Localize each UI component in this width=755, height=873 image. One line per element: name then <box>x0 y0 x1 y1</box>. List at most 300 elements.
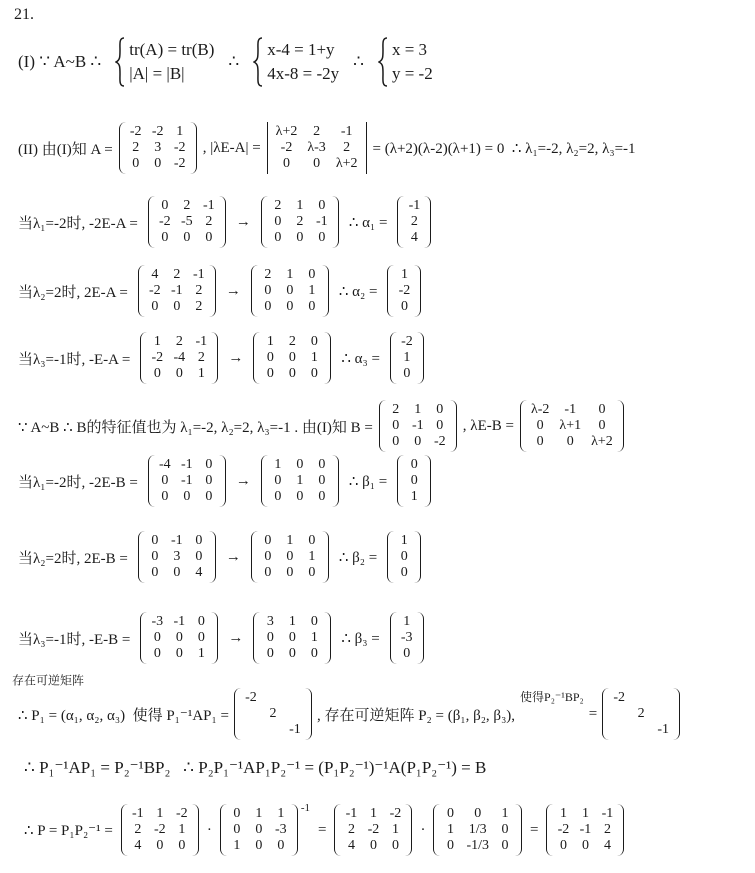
matrix <box>251 265 329 317</box>
matrix-cell: -1 <box>171 283 183 298</box>
right-paren <box>414 531 421 583</box>
right-paren <box>424 455 431 507</box>
equation-rows <box>267 38 339 86</box>
matrix-cell: -1 <box>289 722 301 737</box>
matrix-cell: 2 <box>296 214 304 229</box>
relation-line <box>24 758 486 778</box>
matrix-cell: 3 <box>173 549 181 564</box>
text-run: ∴ β₁ = <box>348 473 388 490</box>
matrix <box>220 804 298 856</box>
matrix-entries <box>386 400 450 452</box>
text-run: (I) ∵ A~B ∴ <box>18 52 102 71</box>
left-paren <box>234 688 241 740</box>
matrix-cell: 0 <box>153 646 161 661</box>
matrix-cell: 0 <box>233 822 241 837</box>
matrix-cell: 2 <box>288 334 296 349</box>
matrix-cell: 3 <box>266 614 274 629</box>
matrix-cell: 0 <box>318 489 326 504</box>
matrix-cell: 1 <box>176 124 184 139</box>
text-run: ∴ α₁ = <box>348 214 388 231</box>
left-paren <box>220 804 227 856</box>
matrix-entries <box>553 804 617 856</box>
matrix-cell: -2 <box>173 156 186 171</box>
matrix-cell: -2 <box>173 140 186 155</box>
matrix-cell: 2 <box>274 198 282 213</box>
left-paren <box>397 455 404 507</box>
matrix-cell: -1 <box>202 198 215 213</box>
matrix-cell: 1 <box>197 366 205 381</box>
matrix-cell: 0 <box>175 630 183 645</box>
matrix-cell: -2 <box>557 822 570 837</box>
matrix-cell: -2 <box>280 140 293 155</box>
matrix-cell: -1 <box>131 806 144 821</box>
matrix-cell: -2 <box>401 334 413 349</box>
matrix-cell: 2 <box>205 214 213 229</box>
matrix-cell: 1 <box>310 630 318 645</box>
lambda1-a-line <box>18 196 431 248</box>
left-paren <box>397 196 404 248</box>
matrix-entries <box>155 455 219 507</box>
matrix-cell: 0 <box>205 473 213 488</box>
matrix-cell: 2 <box>195 283 203 298</box>
matrix-cell: -1 <box>601 806 614 821</box>
matrix-cell: 0 <box>266 646 274 661</box>
matrix-cell: -3 <box>274 822 287 837</box>
matrix-cell: 0 <box>151 533 159 548</box>
left-paren <box>261 196 268 248</box>
matrix-cell: 0 <box>400 549 408 564</box>
right-paren <box>322 531 329 583</box>
matrix-cell: 0 <box>151 299 159 314</box>
matrix-cell: 0 <box>296 457 304 472</box>
left-paren <box>390 612 397 664</box>
matrix-entries <box>147 332 211 384</box>
left-paren <box>253 612 260 664</box>
equation-rows <box>392 38 433 86</box>
matrix-cell: 0 <box>400 565 408 580</box>
matrix-entries <box>145 265 209 317</box>
matrix-cell: -1 <box>171 533 183 548</box>
matrix-cell <box>267 690 279 706</box>
matrix-cell: 0 <box>183 230 191 245</box>
text-run: 21. <box>14 6 34 23</box>
matrix-cell: 1 <box>410 489 418 504</box>
matrix-cell <box>245 722 257 738</box>
text-run: 当λ₃=-1时, -E-B = <box>18 631 131 648</box>
matrix-cell: 0 <box>205 457 213 472</box>
matrix-cell: 0 <box>501 822 509 837</box>
text-run: ∴ <box>228 52 240 71</box>
matrix-cell: 2 <box>197 350 205 365</box>
right-paren <box>332 455 339 507</box>
matrix <box>251 531 329 583</box>
matrix-cell: 0 <box>288 366 296 381</box>
matrix-cell: 0 <box>277 838 285 853</box>
matrix-cell: 0 <box>264 533 272 548</box>
matrix-cell: -4 <box>158 457 171 472</box>
matrix-cell: 0 <box>283 156 291 171</box>
matrix-cell: 0 <box>153 366 161 381</box>
right-paren <box>405 804 412 856</box>
column-vector-entries <box>394 531 414 583</box>
matrix-cell: 0 <box>403 646 411 661</box>
lambda3-a-line <box>18 332 424 384</box>
matrix-cell: λ-2 <box>530 402 550 417</box>
matrix-cell: 0 <box>318 230 326 245</box>
equation: y = -2 <box>391 64 433 83</box>
matrix <box>261 196 339 248</box>
right-paren <box>450 400 457 452</box>
equation: tr(A) = tr(B) <box>129 40 215 59</box>
matrix-cell: 0 <box>154 156 162 171</box>
matrix-cell: 4 <box>347 838 355 853</box>
matrix-cell: 1 <box>581 806 589 821</box>
matrix-cell: 0 <box>446 838 454 853</box>
matrix-cell: 0 <box>156 838 164 853</box>
matrix-cell: 2 <box>392 402 400 417</box>
matrix-cell: 2 <box>183 198 191 213</box>
matrix-cell: -2 <box>367 822 380 837</box>
left-brace-icon <box>378 37 388 87</box>
matrix-cell: 0 <box>173 565 181 580</box>
left-paren <box>251 265 258 317</box>
matrix-cell: -2 <box>153 822 166 837</box>
matrix-cell: 0 <box>161 198 169 213</box>
matrix-cell: 0 <box>266 630 274 645</box>
matrix-cell: 1 <box>501 806 509 821</box>
right-paren <box>424 196 431 248</box>
text-run: · <box>420 821 426 838</box>
matrix-cell: 0 <box>308 565 316 580</box>
p1-p2-line <box>18 688 680 740</box>
matrix-cell: -1 <box>315 214 328 229</box>
matrix-cell: 1 <box>178 822 186 837</box>
right-paren <box>322 265 329 317</box>
matrix-cell: 2 <box>134 822 142 837</box>
left-paren <box>148 196 155 248</box>
left-paren <box>379 400 386 452</box>
left-paren <box>261 455 268 507</box>
matrix-cell: 0 <box>161 230 169 245</box>
left-paren <box>387 531 394 583</box>
matrix-cell: 0 <box>274 489 282 504</box>
matrix-entries <box>155 196 219 248</box>
matrix <box>140 332 218 384</box>
text-run: 当λ₁=-2时, -2E-A = <box>18 215 138 232</box>
matrix-cell: -1 <box>657 722 669 737</box>
lambda3-b-line <box>18 612 424 664</box>
matrix-cell: 0 <box>205 230 213 245</box>
column-vector-entries <box>404 196 424 248</box>
matrix-cell: 0 <box>446 806 454 821</box>
matrix-cell: 0 <box>151 549 159 564</box>
matrix-cell: 0 <box>310 614 318 629</box>
matrix-cell: 1 <box>288 614 296 629</box>
matrix-cell: 1 <box>369 806 377 821</box>
matrix-cell: 2 <box>132 140 140 155</box>
matrix-cell: 0 <box>392 434 400 449</box>
matrix-cell: 0 <box>400 299 408 314</box>
matrix-cell: -2 <box>151 350 164 365</box>
text-run: , 存在可逆矩阵 P₂ = (β₁, β₂, β₃), <box>316 707 516 724</box>
right-paren <box>211 332 218 384</box>
matrix <box>234 688 312 740</box>
matrix-entries <box>268 196 332 248</box>
matrix-cell: -2 <box>613 690 625 705</box>
matrix-cell: 0 <box>286 299 294 314</box>
inverse-superscript: -1 <box>300 802 310 814</box>
matrix-cell <box>289 690 301 706</box>
matrix-cell: 1 <box>286 267 294 282</box>
right-paren <box>305 688 312 740</box>
matrix-cell: -1 <box>340 124 353 139</box>
matrix-cell: 0 <box>288 630 296 645</box>
right-bar <box>362 122 367 174</box>
left-paren <box>253 332 260 384</box>
annotation-text: 使得P₂⁻¹BP₂ <box>520 689 584 704</box>
lambda2-b-line <box>18 531 421 583</box>
left-paren <box>390 332 397 384</box>
column-vector <box>397 196 431 248</box>
right-paren <box>617 804 624 856</box>
matrix-cell: -1 <box>193 267 205 282</box>
part-ii-line <box>18 122 636 174</box>
right-paren <box>332 196 339 248</box>
matrix-cell: 0 <box>410 457 418 472</box>
matrix-cell: -2 <box>389 806 402 821</box>
matrix-cell: 1 <box>255 806 263 821</box>
matrix-cell: 0 <box>598 418 606 433</box>
matrix <box>138 531 216 583</box>
matrix-cell: -3 <box>151 614 164 629</box>
right-paren <box>209 265 216 317</box>
matrix-cell: λ+1 <box>559 418 582 433</box>
matrix-cell: 0 <box>286 565 294 580</box>
matrix <box>140 612 218 664</box>
matrix-cell: λ+2 <box>275 124 298 139</box>
matrix-cell: -3 <box>400 630 413 645</box>
matrix-cell: -1 <box>195 334 208 349</box>
matrix-cell: 0 <box>153 630 161 645</box>
matrix-cell: 0 <box>318 473 326 488</box>
matrix-cell: -2 <box>158 214 171 229</box>
equation: x = 3 <box>391 40 428 59</box>
matrix-cell <box>657 690 669 706</box>
matrix-cell: 4 <box>410 230 418 245</box>
matrix-cell: 0 <box>369 838 377 853</box>
matrix-entries <box>128 804 192 856</box>
left-paren <box>546 804 553 856</box>
text-run: = (λ+2)(λ-2)(λ+1) = 0 ∴ λ₁=-2, λ₂=2, λ₃=-1 <box>372 140 636 157</box>
matrix-cell: 0 <box>274 230 282 245</box>
matrix-cell: -5 <box>180 214 193 229</box>
matrix-entries <box>341 804 405 856</box>
matrix-entries <box>227 804 291 856</box>
matrix-entries <box>241 688 305 740</box>
matrix-cell: 1 <box>400 267 408 282</box>
matrix-cell: λ-3 <box>307 140 326 155</box>
matrix-cell: 0 <box>132 156 140 171</box>
determinant-entries <box>272 122 362 174</box>
matrix-cell: 2 <box>603 822 611 837</box>
matrix-cell: 0 <box>391 838 399 853</box>
matrix-cell: 0 <box>161 473 169 488</box>
matrix-cell: 0 <box>151 565 159 580</box>
text-run: = <box>530 821 539 838</box>
matrix-cell: 0 <box>296 230 304 245</box>
matrix <box>253 612 331 664</box>
left-paren <box>138 531 145 583</box>
text-run: ∴ α₂ = <box>338 283 378 300</box>
matrix <box>119 122 197 174</box>
matrix-entries <box>268 455 332 507</box>
text-run: , λE-B = <box>462 417 514 434</box>
equation-rows <box>129 38 214 86</box>
part-i-line <box>18 37 433 87</box>
matrix-cell: 1 <box>400 533 408 548</box>
matrix-cell: -1 <box>180 473 193 488</box>
matrix <box>379 400 457 452</box>
matrix-cell: 0 <box>318 198 326 213</box>
matrix-cell: 0 <box>274 473 282 488</box>
left-paren <box>121 804 128 856</box>
column-vector <box>390 332 424 384</box>
text-run: → <box>228 629 244 646</box>
matrix-cell: 3 <box>154 140 162 155</box>
text-run: → <box>235 213 251 230</box>
matrix <box>433 804 522 856</box>
column-vector-entries <box>394 265 414 317</box>
text-run: = <box>588 705 598 722</box>
matrix-cell <box>245 706 257 722</box>
right-paren <box>324 332 331 384</box>
right-paren <box>192 804 199 856</box>
matrix-cell: 0 <box>266 366 274 381</box>
text-run: 当λ₂=2时, 2E-B = <box>18 550 128 567</box>
matrix-cell: 2 <box>173 267 181 282</box>
lambda2-a-line <box>18 265 421 317</box>
text-run: → <box>225 548 241 565</box>
left-paren <box>387 265 394 317</box>
matrix-cell: 0 <box>436 402 444 417</box>
right-paren <box>617 400 624 452</box>
text-run: ∴ β₃ = <box>341 630 380 647</box>
left-paren <box>251 531 258 583</box>
matrix-cell: -2 <box>433 434 446 449</box>
right-paren <box>673 688 680 740</box>
matrix <box>148 455 226 507</box>
matrix-cell: 0 <box>255 838 263 853</box>
matrix-cell: 0 <box>313 156 321 171</box>
matrix-cell: 1 <box>414 402 422 417</box>
right-paren <box>219 196 226 248</box>
right-paren <box>414 265 421 317</box>
matrix-cell: 1 <box>308 283 316 298</box>
text-run: ∴ α₃ = <box>341 350 380 367</box>
matrix-cell: 0 <box>308 299 316 314</box>
matrix-cell: λ+2 <box>591 434 613 449</box>
equation-system <box>378 37 433 87</box>
matrix-cell: 0 <box>175 366 183 381</box>
matrix-cell: 4 <box>151 267 159 282</box>
matrix-cell: 1 <box>310 350 318 365</box>
right-paren <box>291 804 298 856</box>
equation-system <box>115 37 214 87</box>
matrix <box>546 804 624 856</box>
matrix-cell: 0 <box>264 299 272 314</box>
matrix-cell: 0 <box>197 630 205 645</box>
column-vector-entries <box>404 455 424 507</box>
left-paren <box>520 400 527 452</box>
matrix-cell: 0 <box>286 549 294 564</box>
matrix <box>261 455 339 507</box>
matrix-cell: -1 <box>579 822 592 837</box>
matrix-cell: 1 <box>403 350 411 365</box>
equation: 4x-8 = -2y <box>267 64 340 83</box>
matrix-cell: λ+2 <box>335 156 358 171</box>
matrix-cell: 0 <box>266 350 274 365</box>
matrix-cell: 0 <box>598 402 606 417</box>
matrix-cell: 0 <box>310 366 318 381</box>
left-paren <box>138 265 145 317</box>
text-run: 当λ₁=-2时, -2E-B = <box>18 474 138 491</box>
matrix-entries <box>260 612 324 664</box>
matrix-cell: -2 <box>245 690 257 705</box>
column-vector-entries <box>397 332 417 384</box>
matrix-cell: 4 <box>195 565 203 580</box>
matrix-cell: -1/3 <box>466 838 490 853</box>
matrix-entries <box>145 531 209 583</box>
left-brace-icon <box>115 37 125 87</box>
right-paren <box>219 455 226 507</box>
right-paren <box>515 804 522 856</box>
matrix-cell: 1 <box>308 549 316 564</box>
matrix-cell: 1 <box>266 334 274 349</box>
matrix-cell: 2 <box>269 706 277 721</box>
matrix-cell: 1 <box>274 457 282 472</box>
matrix-cell: 0 <box>310 646 318 661</box>
matrix-cell: 0 <box>205 489 213 504</box>
right-paren <box>417 612 424 664</box>
column-vector <box>390 612 424 664</box>
matrix-cell: 2 <box>195 299 203 314</box>
matrix <box>520 400 624 452</box>
matrix-entries <box>147 612 211 664</box>
matrix-cell <box>267 722 279 738</box>
matrix-cell: 0 <box>403 366 411 381</box>
column-vector <box>397 455 431 507</box>
matrix-entries <box>609 688 673 740</box>
equation: |A| = |B| <box>129 64 185 83</box>
text-run: ∴ β₂ = <box>338 549 378 566</box>
matrix-cell <box>657 706 669 722</box>
matrix-cell: 0 <box>175 646 183 661</box>
text-run: → <box>225 282 241 299</box>
matrix-cell <box>635 690 647 706</box>
matrix-cell: 0 <box>161 489 169 504</box>
text-run: · <box>206 821 212 838</box>
matrix <box>334 804 412 856</box>
matrix-cell: 2 <box>410 214 418 229</box>
matrix-cell: 0 <box>474 806 482 821</box>
matrix-cell: 0 <box>501 838 509 853</box>
matrix-cell: 1 <box>296 473 304 488</box>
matrix-cell: 0 <box>286 283 294 298</box>
matrix-cell: -1 <box>173 614 186 629</box>
matrix-entries <box>258 531 322 583</box>
matrix-cell <box>635 722 647 738</box>
right-paren <box>209 531 216 583</box>
